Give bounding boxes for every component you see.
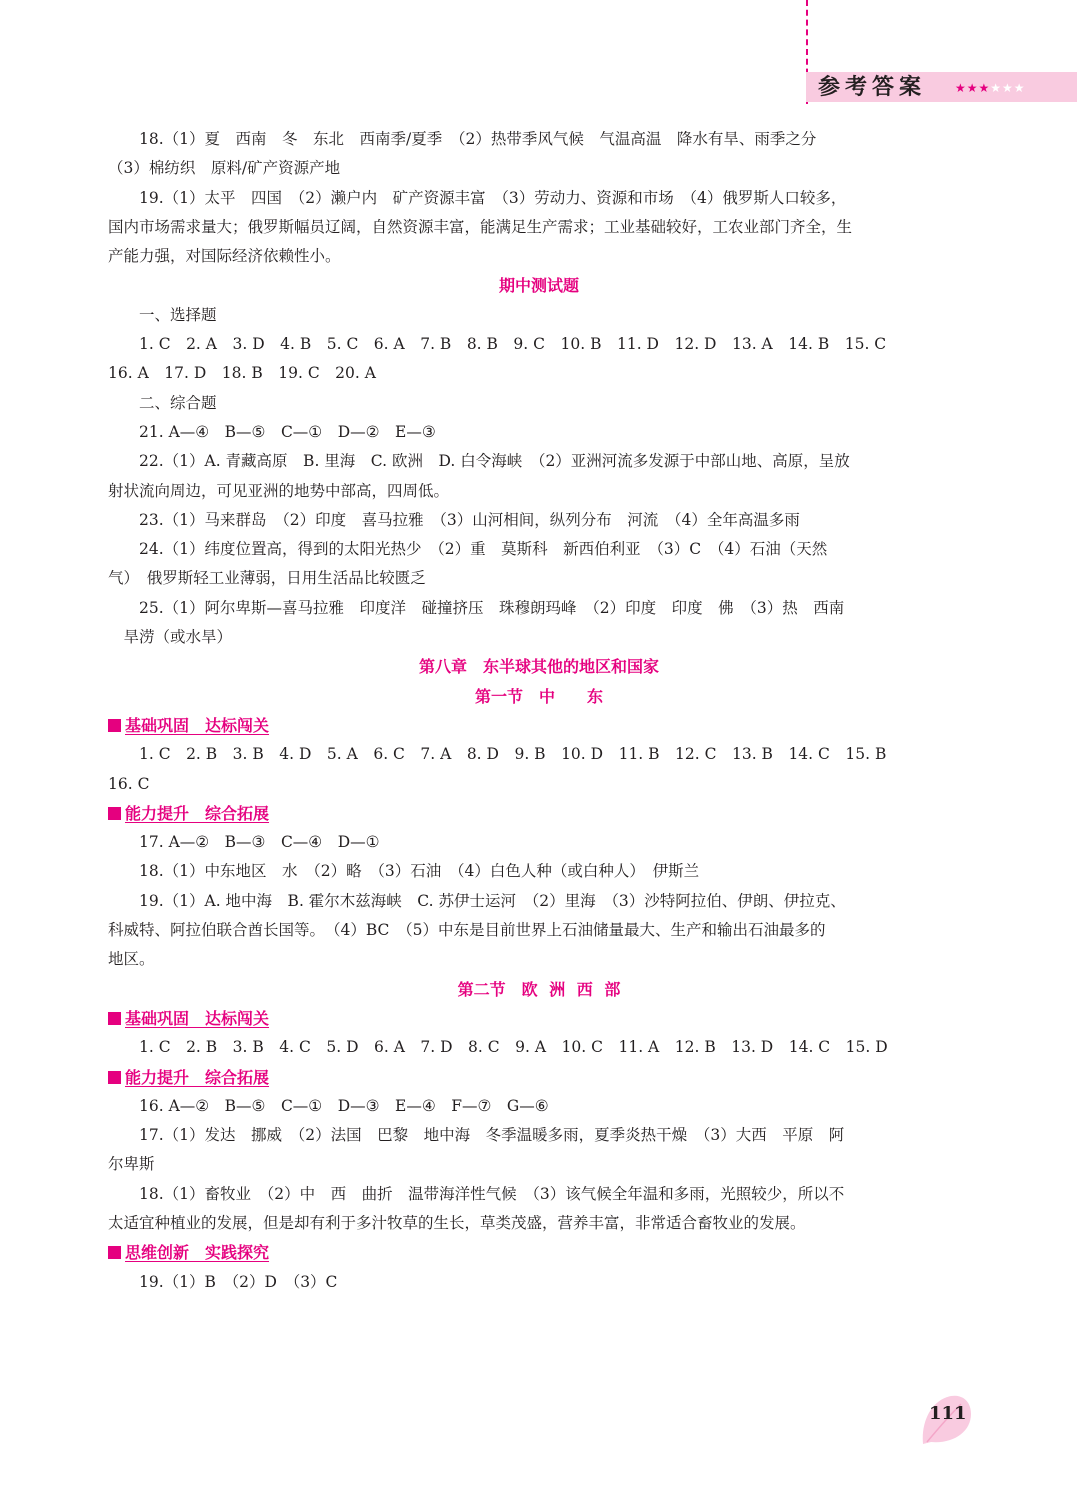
section-title: 第一节 中 东 [474, 686, 603, 706]
answer-line: 16. C [108, 774, 150, 793]
section-tag-label: 能力提升 综合拓展 [125, 803, 270, 823]
answer-line: 16. A—② B—⑤ C—① D—③ E—④ F—⑦ G—⑥ [139, 1096, 549, 1115]
square-bullet-icon [108, 1012, 121, 1025]
answer-line: 21. A—④ B—⑤ C—① D—② E—③ [139, 422, 436, 441]
answer-line: 国内市场需求量大；俄罗斯幅员辽阔，自然资源丰富，能满足生产需求；工业基础较好，工农业部门齐全，生 [108, 217, 853, 236]
answer-line: 1. C 2. B 3. B 4. D 5. A 6. C 7. A 8. D 9. B 10. D 11. B 12. C 13. B 14. C 15. B [139, 745, 887, 764]
answer-line: 气） 俄罗斯轻工业薄弱，日用生活品比较匮乏 [108, 569, 426, 588]
section-tag [108, 1063, 970, 1092]
answer-line: 19.（1）A. 地中海 B. 霍尔木兹海峡 C. 苏伊士运河 （2）里海 （3）沙特阿拉伯、伊朗、伊拉克、 [139, 891, 846, 910]
square-bullet-icon [108, 1246, 121, 1259]
answer-line: 18.（1）夏 西南 冬 东北 西南季/夏季 （2）热带季风气候 气温高温 降水有旱、雨季之分 [139, 130, 817, 148]
page-number: 111 [929, 1403, 967, 1424]
header-stars-pink: ★★★ [955, 81, 991, 95]
header-stars [955, 80, 1026, 96]
answer-line: 25.（1）阿尔卑斯—喜马拉雅 印度洋 碰撞挤压 珠穆朗玛峰 （2）印度 印度 佛 （3）热 西南 [139, 598, 845, 617]
page-number-badge [917, 1392, 975, 1450]
answer-line: 17.（1）发达 挪威 （2）法国 巴黎 地中海 冬季温暖多雨，夏季炎热干燥 （3）大西 平原 阿 [139, 1126, 845, 1145]
answer-line: 18.（1）中东地区 水 （2）略 （3）石油 （4）白色人种（或白种人） 伊斯兰 [139, 862, 700, 881]
section-tag [108, 1004, 970, 1033]
answer-line: 22.（1）A. 青藏高原 B. 里海 C. 欧洲 D. 白令海峡 （2）亚洲河流多发源于中部山地、高原，呈放 [139, 452, 850, 471]
header-stars-pale: ★★★ [990, 81, 1026, 95]
answer-content [108, 125, 970, 1297]
answer-line: 17. A—② B—③ C—④ D—① [139, 833, 380, 852]
part-label: 一、选择题 [139, 305, 217, 324]
answer-line: 地区。 [108, 950, 155, 969]
square-bullet-icon [108, 807, 121, 820]
answer-line: （3）棉纺织 原料/矿产资源产地 [108, 159, 341, 178]
answer-line: 1. C 2. A 3. D 4. B 5. C 6. A 7. B 8. B 9. C 10. B 11. D 12. D 13. A 14. B 15. C [139, 335, 887, 354]
section-tag-label: 基础巩固 达标闯关 [125, 1008, 270, 1028]
square-bullet-icon [108, 1071, 121, 1084]
answer-line: 科威特、阿拉伯联合酋长国等。 （4）BC （5）中东是目前世界上石油储量最大、生产和输出石油最多的 [108, 921, 826, 940]
chapter-title: 第八章 东半球其他的地区和国家 [418, 657, 659, 677]
header-title: 参考答案 [818, 75, 927, 100]
answer-line: 16. A 17. D 18. B 19. C 20. A [108, 364, 376, 383]
answer-line: 射状流向周边，可见亚洲的地势中部高，四周低。 [108, 481, 450, 500]
section-tag-label: 基础巩固 达标闯关 [125, 715, 270, 735]
answer-line: 尔卑斯 [108, 1155, 155, 1174]
answer-line: 1. C 2. B 3. B 4. C 5. D 6. A 7. D 8. C 9. A 10. C 11. A 12. B 13. D 14. C 15. D [139, 1038, 888, 1057]
answer-line: 19.（1）B （2）D （3）C [139, 1272, 338, 1291]
answer-line: 太适宜种植业的发展，但是却有利于多汁牧草的生长，草类茂盛，营养丰富，非常适合畜牧业的发展。 [108, 1213, 806, 1232]
part-label: 二、综合题 [139, 393, 217, 412]
answer-line: 24.（1）纬度位置高，得到的太阳光热少 （2）重 莫斯科 新西伯利亚 （3）C （4）石油（天然 [139, 540, 828, 559]
section-title: 第二节 欧 洲 西 部 [457, 979, 621, 999]
section-tag [108, 711, 970, 740]
answer-line: 18.（1）畜牧业 （2）中 西 曲折 温带海洋性气候 （3）该气候全年温和多雨，光照较少，所以不 [139, 1184, 845, 1203]
section-tag-label: 能力提升 综合拓展 [125, 1067, 270, 1087]
answer-line: 19.（1）太平 四国 （2）濑户内 矿产资源丰富 （3）劳动力、资源和市场 （4）俄罗斯人口较多， [139, 188, 847, 207]
square-bullet-icon [108, 719, 121, 732]
answer-line: 产能力强，对国际经济依赖性小。 [108, 247, 341, 266]
answer-line: 旱涝（或水旱） [123, 628, 233, 647]
answer-line: 23.（1）马来群岛 （2）印度 喜马拉雅 （3）山河相间，纵列分布 河流 （4）全年高温多雨 [139, 510, 800, 529]
section-tag-label: 思维创新 实践探究 [125, 1243, 270, 1263]
midterm-title: 期中测试题 [498, 276, 579, 296]
section-tag [108, 1238, 970, 1267]
section-tag [108, 799, 970, 828]
